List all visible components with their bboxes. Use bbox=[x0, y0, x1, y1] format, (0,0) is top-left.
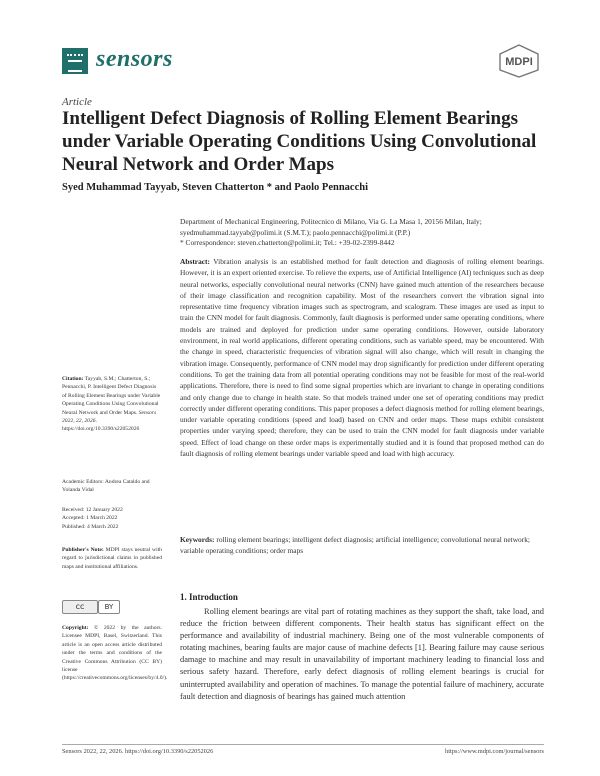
article-type: Article bbox=[62, 96, 92, 108]
academic-editors: Academic Editors: Andrea Cataldo and Yolanda Vidal bbox=[62, 479, 150, 494]
keywords bbox=[180, 534, 544, 556]
by-license-icon: BY bbox=[98, 600, 120, 614]
citation-journal: Sensors 2022, 22, 2026. bbox=[62, 409, 157, 425]
affiliation-emails: syedmuhammad.tayyab@polimi.it (S.M.T.); paolo.pennacchi@polimi.it (P.P.) bbox=[180, 227, 411, 237]
keywords-label: Keywords: bbox=[180, 535, 215, 544]
citation-doi-link[interactable]: https://doi.org/10.3390/s22052026 bbox=[62, 426, 140, 433]
affiliation-block bbox=[180, 217, 560, 249]
citation-label: Citation: bbox=[62, 376, 84, 382]
publisher-name: MDPI bbox=[505, 56, 533, 68]
correspondence-line: * Correspondence: steven.chatterton@polimi.it; Tel.: +39-02-2399-8442 bbox=[180, 238, 395, 247]
keywords-text: rolling element bearings; intelligent defect diagnosis; artificial intelligence; convolutional neural network; variable operating conditions; order maps bbox=[180, 535, 530, 555]
copyright-label: Copyright: bbox=[62, 625, 89, 631]
journal-logo-icon bbox=[62, 48, 88, 74]
abstract-label: Abstract: bbox=[180, 257, 210, 266]
citation-block bbox=[62, 375, 162, 434]
published-date: Published: 4 March 2022 bbox=[62, 523, 119, 530]
author-list: Syed Muhammad Tayyab, Steven Chatterton * and Paolo Pennacchi bbox=[62, 182, 368, 193]
publisher-note-label: Publisher's Note: bbox=[62, 547, 104, 553]
citation-text: Tayyab, S.M.; Chatterton, S.; Pennacchi, P. Intelligent Defect Diagnosis of Rolling Element Bearings under Variable Operating Conditions Using Convolutional Neural Network and Order Maps. bbox=[62, 376, 161, 416]
publisher-note bbox=[62, 546, 162, 571]
footer-divider bbox=[62, 744, 544, 745]
publisher-note-text: MDPI stays neutral with regard to jurisdictional claims in published maps and institutional affiliations. bbox=[62, 547, 162, 570]
intro-paragraph: Rolling element bearings are vital part of rotating machines as they support the shaft, take load, and reduce the friction between different components. Their health status has significant effect on the performance and availability of industrial machinery. Being one of the most vulnerable components of rotating machines, bearing faults are major cause of machine defects [1]. Bearing failure may cause serious damage to machine and may result in unavailability of important machinery leading to financial loss and serious safety hazard. Therefore, early defect diagnosis of rolling element bearings is crucial for uninterrupted availability and operation of machines. To manage the potential failure of machinery, accurate fault detection and diagnosis of bearings has gained much attention bbox=[180, 607, 544, 701]
paper-title: Intelligent Defect Diagnosis of Rolling Element Bearings under Variable Operating Conditions Using Convolutional Neural Network and Order Maps bbox=[62, 108, 537, 175]
dates-block bbox=[62, 506, 162, 531]
affiliation-line: Department of Mechanical Engineering, Politecnico di Milano, Via G. La Masa 1, 20156 Milan, Italy; bbox=[180, 217, 482, 226]
cc-license-icon[interactable]: cc bbox=[62, 600, 98, 614]
abstract bbox=[180, 256, 544, 459]
copyright-block bbox=[62, 624, 168, 683]
section-heading: 1. Introduction bbox=[180, 592, 238, 602]
footer-journal-link[interactable]: https://www.mdpi.com/journal/sensors bbox=[445, 748, 544, 755]
accepted-date: Accepted: 1 March 2022 bbox=[62, 515, 118, 522]
footer-citation: Sensors 2022, 22, 2026. https://doi.org/10.3390/s22052026 bbox=[62, 748, 214, 755]
abstract-text: Vibration analysis is an established method for fault detection and diagnosis of rolling element bearings. However, it is an expert oriented exercise. To relieve the experts, use of Artificial Intelligence (AI) techniques such as deep neural networks, especially convolutional neural networks (CNN) have gained much attention of the researchers because of their image classification and recognition capability. Most of the researchers convert the vibration signal into representative time frequency vibration images such as spectrogram, and scalogram. These images are used as input to train the CNN model for fault diagnosis. Commonly, fault diagnosis is performed under same operating conditions, where models are trained and deployed for prediction under same operating conditions. However, outside laboratory environment, in real world applications, different operating conditions, such as variable speed, may be encountered. With the change in speed, characteristic frequencies of vibration signal will also change, which will result in changing the vibration image. Consequently, performance of CNN model may drop significantly for prediction under different operating conditions. To get the training data from all potential operating conditions may not be feasible for most of the real-world applications. Therefore, there is need to find some signal properties which are invariant to change in operating conditions and only change due to change in health state. So that models trained under one set of operating conditions may predict correctly under different operating conditions. This paper proposes a defect diagnosis method for rolling element bearings, under variable operating conditions (speed and load) based on CNN and order maps. These maps exhibit consistent properties under varying speed; therefore, they can be used to train the CNN model for fault diagnosis under variable speed. Effect of load change on these order maps is experimentally studied and it is found that proposed method can do fault diagnosis of rolling element bearings under variable speed and load with high accuracy. bbox=[180, 257, 545, 459]
journal-name: sensors bbox=[96, 46, 173, 72]
received-date: Received: 12 January 2022 bbox=[62, 507, 123, 513]
copyright-text: © 2022 by the authors. Licensee MDPI, Basel, Switzerland. This article is an open access article distributed under the terms and conditions of the Creative Commons Attribution (CC BY) license (https://creativecommons.org/licenses/by/4.0/). bbox=[62, 625, 168, 682]
